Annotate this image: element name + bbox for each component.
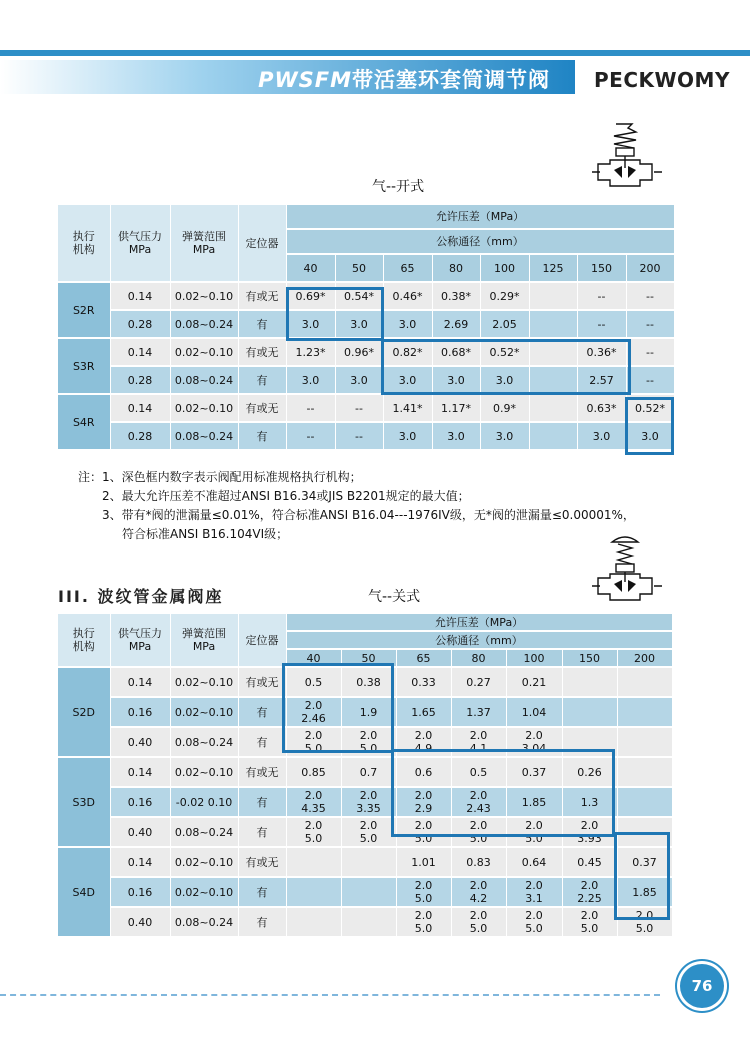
size-header: 50 bbox=[341, 649, 396, 667]
supply-pressure: 0.16 bbox=[110, 697, 170, 727]
col-header-spring: 弹簧范围 MPa bbox=[170, 205, 238, 282]
allowable-dp-value: 1.9 bbox=[341, 697, 396, 727]
allowable-dp-value: 2.0 5.0 bbox=[396, 877, 451, 907]
allowable-dp-value: 2.0 3.04 bbox=[506, 727, 562, 757]
supply-pressure: 0.16 bbox=[110, 787, 170, 817]
allowable-dp-value bbox=[617, 817, 672, 847]
section-heading: III. 波纹管金属阀座 bbox=[58, 587, 224, 606]
table-row bbox=[58, 727, 672, 757]
spring-range: 0.02~0.10 bbox=[170, 697, 238, 727]
size-header: 80 bbox=[432, 254, 480, 282]
allowable-dp-value: -- bbox=[626, 338, 674, 366]
allowable-dp-value: 0.83 bbox=[451, 847, 506, 877]
size-header: 40 bbox=[286, 254, 335, 282]
note-1: 注：1、深色框内数字表示阀配用标准规格执行机构； bbox=[78, 470, 362, 484]
table-row bbox=[58, 667, 672, 697]
positioner: 有或无 bbox=[238, 757, 286, 787]
supply-pressure: 0.14 bbox=[110, 338, 170, 366]
size-header: 125 bbox=[529, 254, 577, 282]
col-header-positioner: 定位器 bbox=[238, 614, 286, 667]
allowable-dp-value: 2.0 5.0 bbox=[562, 907, 617, 937]
allowable-dp-value: 1.23* bbox=[286, 338, 335, 366]
positioner: 有 bbox=[238, 817, 286, 847]
allowable-dp-value: 1.85 bbox=[617, 877, 672, 907]
valve-table-open bbox=[58, 205, 675, 451]
allowable-dp-value bbox=[286, 847, 341, 877]
allowable-dp-value: 1.01 bbox=[396, 847, 451, 877]
supply-pressure: 0.14 bbox=[110, 847, 170, 877]
allowable-dp-value: 0.46* bbox=[383, 282, 432, 310]
actuator-model: S4R bbox=[58, 394, 110, 450]
allowable-dp-value: -- bbox=[626, 366, 674, 394]
allowable-dp-value bbox=[286, 877, 341, 907]
allowable-dp-value: 2.0 2.25 bbox=[562, 877, 617, 907]
allowable-dp-value: 3.0 bbox=[480, 422, 529, 450]
positioner: 有或无 bbox=[238, 282, 286, 310]
col-header-nominal-size: 公称通径（mm） bbox=[286, 631, 672, 649]
allowable-dp-value bbox=[341, 877, 396, 907]
allowable-dp-value bbox=[529, 338, 577, 366]
allowable-dp-value: 2.0 3.35 bbox=[341, 787, 396, 817]
allowable-dp-value: 0.54* bbox=[335, 282, 383, 310]
spring-range: 0.02~0.10 bbox=[170, 757, 238, 787]
allowable-dp-value: 0.9* bbox=[480, 394, 529, 422]
header-stripe bbox=[0, 50, 750, 56]
size-header: 80 bbox=[451, 649, 506, 667]
spring-range: 0.08~0.24 bbox=[170, 907, 238, 937]
positioner: 有或无 bbox=[238, 394, 286, 422]
allowable-dp-value: 2.0 5.0 bbox=[506, 907, 562, 937]
positioner: 有 bbox=[238, 697, 286, 727]
allowable-dp-value: 2.0 4.35 bbox=[286, 787, 341, 817]
allowable-dp-value bbox=[617, 697, 672, 727]
spring-range: 0.02~0.10 bbox=[170, 847, 238, 877]
allowable-dp-value bbox=[617, 727, 672, 757]
col-header-allowable-dp: 允许压差（MPa） bbox=[286, 614, 672, 631]
supply-pressure: 0.40 bbox=[110, 907, 170, 937]
allowable-dp-value: 0.5 bbox=[286, 667, 341, 697]
col-header-spring: 弹簧范围 MPa bbox=[170, 614, 238, 667]
allowable-dp-value bbox=[617, 667, 672, 697]
spring-range: 0.02~0.10 bbox=[170, 338, 238, 366]
allowable-dp-value bbox=[617, 757, 672, 787]
spring-range: 0.08~0.24 bbox=[170, 310, 238, 338]
supply-pressure: 0.14 bbox=[110, 394, 170, 422]
positioner: 有或无 bbox=[238, 338, 286, 366]
allowable-dp-value: -- bbox=[335, 394, 383, 422]
spring-range: 0.02~0.10 bbox=[170, 877, 238, 907]
allowable-dp-value bbox=[341, 847, 396, 877]
col-header-nominal-size: 公称通径（mm） bbox=[286, 229, 674, 254]
size-header: 65 bbox=[383, 254, 432, 282]
size-header: 100 bbox=[480, 254, 529, 282]
allowable-dp-value: 1.3 bbox=[562, 787, 617, 817]
allowable-dp-value: 0.29* bbox=[480, 282, 529, 310]
allowable-dp-value: 2.0 4.9 bbox=[396, 727, 451, 757]
allowable-dp-value: 2.0 5.0 bbox=[286, 817, 341, 847]
size-header: 50 bbox=[335, 254, 383, 282]
allowable-dp-value: 1.65 bbox=[396, 697, 451, 727]
supply-pressure: 0.14 bbox=[110, 667, 170, 697]
actuator-model: S2D bbox=[58, 667, 110, 757]
allowable-dp-value: 0.21 bbox=[506, 667, 562, 697]
supply-pressure: 0.14 bbox=[110, 757, 170, 787]
spring-range: -0.02 0.10 bbox=[170, 787, 238, 817]
spring-range: 0.02~0.10 bbox=[170, 394, 238, 422]
allowable-dp-value: 0.37 bbox=[617, 847, 672, 877]
page-number: 76 bbox=[680, 964, 724, 1008]
allowable-dp-value: 0.45 bbox=[562, 847, 617, 877]
allowable-dp-value: 1.41* bbox=[383, 394, 432, 422]
allowable-dp-value: -- bbox=[577, 282, 626, 310]
table-row bbox=[58, 697, 672, 727]
valve-table-close bbox=[58, 614, 673, 938]
allowable-dp-value bbox=[286, 907, 341, 937]
col-header-actuator: 执行 机构 bbox=[58, 614, 110, 667]
brand-logo: PECKWOMY bbox=[594, 68, 730, 92]
table-row bbox=[58, 310, 674, 338]
mode-air-to-close: 气--关式 bbox=[368, 589, 421, 605]
col-header-supply: 供气压力 MPa bbox=[110, 205, 170, 282]
allowable-dp-value: 2.0 5.0 bbox=[396, 817, 451, 847]
allowable-dp-value: 3.0 bbox=[383, 366, 432, 394]
positioner: 有 bbox=[238, 366, 286, 394]
allowable-dp-value: 2.0 5.0 bbox=[341, 727, 396, 757]
allowable-dp-value: 2.0 5.0 bbox=[451, 907, 506, 937]
allowable-dp-value: 0.33 bbox=[396, 667, 451, 697]
allowable-dp-value: 1.85 bbox=[506, 787, 562, 817]
allowable-dp-value: 2.0 5.0 bbox=[506, 817, 562, 847]
table-row bbox=[58, 877, 672, 907]
col-header-positioner: 定位器 bbox=[238, 205, 286, 282]
allowable-dp-value: -- bbox=[626, 310, 674, 338]
allowable-dp-value: 0.38* bbox=[432, 282, 480, 310]
allowable-dp-value: 2.0 5.0 bbox=[451, 817, 506, 847]
table-row bbox=[58, 817, 672, 847]
allowable-dp-value: 2.0 4.2 bbox=[451, 877, 506, 907]
supply-pressure: 0.28 bbox=[110, 422, 170, 450]
allowable-dp-value: 0.37 bbox=[506, 757, 562, 787]
allowable-dp-value: 2.57 bbox=[577, 366, 626, 394]
allowable-dp-value: 1.37 bbox=[451, 697, 506, 727]
allowable-dp-value: 2.0 5.0 bbox=[617, 907, 672, 937]
allowable-dp-value: 0.38 bbox=[341, 667, 396, 697]
table-row bbox=[58, 847, 672, 877]
allowable-dp-value bbox=[562, 727, 617, 757]
allowable-dp-value bbox=[562, 667, 617, 697]
allowable-dp-value: 2.0 2.43 bbox=[451, 787, 506, 817]
mode-air-to-open: 气--开式 bbox=[372, 179, 425, 195]
allowable-dp-value: 0.52* bbox=[626, 394, 674, 422]
allowable-dp-value: 0.27 bbox=[451, 667, 506, 697]
allowable-dp-value: 0.36* bbox=[577, 338, 626, 366]
allowable-dp-value: 2.0 5.0 bbox=[396, 907, 451, 937]
supply-pressure: 0.28 bbox=[110, 366, 170, 394]
allowable-dp-value: 3.0 bbox=[335, 366, 383, 394]
allowable-dp-value: 0.64 bbox=[506, 847, 562, 877]
positioner: 有或无 bbox=[238, 847, 286, 877]
allowable-dp-value: 2.69 bbox=[432, 310, 480, 338]
valve-open-diagram-icon bbox=[588, 120, 664, 196]
positioner: 有 bbox=[238, 907, 286, 937]
allowable-dp-value: 0.63* bbox=[577, 394, 626, 422]
spring-range: 0.02~0.10 bbox=[170, 282, 238, 310]
table-row bbox=[58, 422, 674, 450]
table-row bbox=[58, 394, 674, 422]
allowable-dp-value: 2.0 3.93 bbox=[562, 817, 617, 847]
size-header: 200 bbox=[626, 254, 674, 282]
table-row bbox=[58, 787, 672, 817]
size-header: 100 bbox=[506, 649, 562, 667]
table-row bbox=[58, 282, 674, 310]
allowable-dp-value: 3.0 bbox=[286, 366, 335, 394]
allowable-dp-value: 0.7 bbox=[341, 757, 396, 787]
allowable-dp-value: 2.0 3.1 bbox=[506, 877, 562, 907]
allowable-dp-value: 3.0 bbox=[383, 310, 432, 338]
allowable-dp-value: 2.0 2.9 bbox=[396, 787, 451, 817]
allowable-dp-value: 3.0 bbox=[286, 310, 335, 338]
size-header: 200 bbox=[617, 649, 672, 667]
note-3: 3、带有*阀的泄漏量≤0.01%，符合标准ANSI B16.04---1976IV级，无*阀的泄漏量≤0.00001%， bbox=[102, 508, 635, 522]
supply-pressure: 0.40 bbox=[110, 727, 170, 757]
positioner: 有 bbox=[238, 310, 286, 338]
allowable-dp-value: 2.0 2.46 bbox=[286, 697, 341, 727]
size-header: 65 bbox=[396, 649, 451, 667]
supply-pressure: 0.14 bbox=[110, 282, 170, 310]
allowable-dp-value: 3.0 bbox=[383, 422, 432, 450]
table-row bbox=[58, 366, 674, 394]
allowable-dp-value: 0.82* bbox=[383, 338, 432, 366]
allowable-dp-value: 2.0 5.0 bbox=[341, 817, 396, 847]
allowable-dp-value: 0.26 bbox=[562, 757, 617, 787]
footer-divider bbox=[0, 994, 660, 996]
allowable-dp-value: 3.0 bbox=[577, 422, 626, 450]
size-header: 40 bbox=[286, 649, 341, 667]
allowable-dp-value: 0.68* bbox=[432, 338, 480, 366]
table-row bbox=[58, 757, 672, 787]
spring-range: 0.08~0.24 bbox=[170, 817, 238, 847]
allowable-dp-value bbox=[529, 422, 577, 450]
allowable-dp-value bbox=[529, 366, 577, 394]
allowable-dp-value: 0.5 bbox=[451, 757, 506, 787]
allowable-dp-value: -- bbox=[335, 422, 383, 450]
allowable-dp-value: 3.0 bbox=[432, 422, 480, 450]
allowable-dp-value: 0.69* bbox=[286, 282, 335, 310]
supply-pressure: 0.28 bbox=[110, 310, 170, 338]
positioner: 有 bbox=[238, 727, 286, 757]
spring-range: 0.02~0.10 bbox=[170, 667, 238, 697]
col-header-actuator: 执行 机构 bbox=[58, 205, 110, 282]
allowable-dp-value: 3.0 bbox=[432, 366, 480, 394]
col-header-allowable-dp: 允许压差（MPa） bbox=[286, 205, 674, 229]
table-row bbox=[58, 907, 672, 937]
allowable-dp-value: 0.96* bbox=[335, 338, 383, 366]
allowable-dp-value bbox=[529, 394, 577, 422]
page-title: PWSFM带活塞环套筒调节阀 bbox=[258, 68, 550, 92]
allowable-dp-value: 3.0 bbox=[626, 422, 674, 450]
allowable-dp-value: 2.0 5.0 bbox=[286, 727, 341, 757]
col-header-supply: 供气压力 MPa bbox=[110, 614, 170, 667]
allowable-dp-value: 0.85 bbox=[286, 757, 341, 787]
footnotes bbox=[78, 468, 635, 544]
note-2: 2、最大允许压差不准超过ANSI B16.34或JIS B2201规定的最大值； bbox=[102, 489, 470, 503]
size-header: 150 bbox=[562, 649, 617, 667]
supply-pressure: 0.16 bbox=[110, 877, 170, 907]
spring-range: 0.08~0.24 bbox=[170, 366, 238, 394]
spring-range: 0.08~0.24 bbox=[170, 422, 238, 450]
allowable-dp-value bbox=[341, 907, 396, 937]
allowable-dp-value: 1.17* bbox=[432, 394, 480, 422]
allowable-dp-value bbox=[529, 282, 577, 310]
positioner: 有或无 bbox=[238, 667, 286, 697]
spring-range: 0.08~0.24 bbox=[170, 727, 238, 757]
supply-pressure: 0.40 bbox=[110, 817, 170, 847]
table-row bbox=[58, 338, 674, 366]
allowable-dp-value: 0.6 bbox=[396, 757, 451, 787]
positioner: 有 bbox=[238, 787, 286, 817]
positioner: 有 bbox=[238, 877, 286, 907]
allowable-dp-value: 0.52* bbox=[480, 338, 529, 366]
size-header: 150 bbox=[577, 254, 626, 282]
allowable-dp-value: -- bbox=[286, 394, 335, 422]
allowable-dp-value: 3.0 bbox=[335, 310, 383, 338]
actuator-model: S3R bbox=[58, 338, 110, 394]
allowable-dp-value: -- bbox=[286, 422, 335, 450]
allowable-dp-value: -- bbox=[626, 282, 674, 310]
note-3-cont: 符合标准ANSI B16.104VI级； bbox=[122, 527, 289, 541]
allowable-dp-value bbox=[529, 310, 577, 338]
allowable-dp-value: -- bbox=[577, 310, 626, 338]
actuator-model: S2R bbox=[58, 282, 110, 338]
allowable-dp-value bbox=[562, 697, 617, 727]
allowable-dp-value: 2.0 4.1 bbox=[451, 727, 506, 757]
allowable-dp-value: 3.0 bbox=[480, 366, 529, 394]
positioner: 有 bbox=[238, 422, 286, 450]
actuator-model: S3D bbox=[58, 757, 110, 847]
allowable-dp-value: 1.04 bbox=[506, 697, 562, 727]
allowable-dp-value: 2.05 bbox=[480, 310, 529, 338]
allowable-dp-value bbox=[617, 787, 672, 817]
actuator-model: S4D bbox=[58, 847, 110, 937]
